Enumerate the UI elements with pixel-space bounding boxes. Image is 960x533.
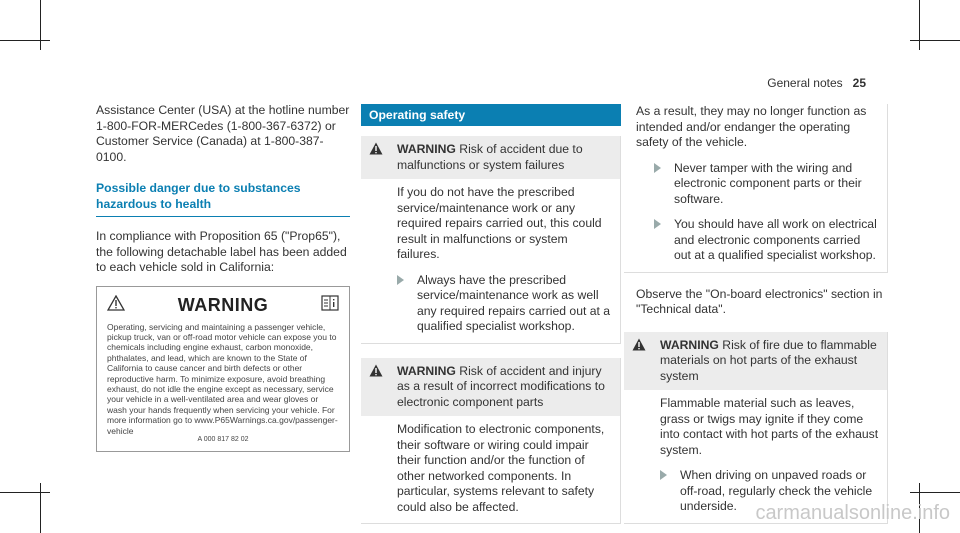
page-number: 25 <box>852 76 866 90</box>
heading-rule <box>96 216 350 217</box>
label-body: Operating, servicing and maintaining a passenger vehicle, pickup truck, van or off-road motor vehicle can expose you to chemicals including engine exhaust, carbon monoxide, phthalates, and lead, which are known to the State of California to cause cancer and birth defects or other reproductive harm. To minimize exposure, avoid breathing exhaust, do not idle the engine except as necessary, service your vehicle in a well-ventilated area and wear gloves or wash your hands frequently when servicing your vehicle. For more information go to www.P65Warnings.ca.gov/passenger-vehicle <box>107 321 338 436</box>
column-left <box>96 103 350 452</box>
warning-body-1 <box>361 179 620 343</box>
compliance-paragraph: In compliance with Proposition 65 ("Prop65"), the following detachable label has been added to each vehicle sold in California: <box>96 229 347 274</box>
label-code: A 000 817 82 02 <box>197 435 249 443</box>
danger-heading: Possible danger due to substances hazardous to health <box>96 181 301 211</box>
bullet-text: When driving on unpaved roads or off-road, regularly check the vehicle underside. <box>680 468 873 513</box>
warning-body-2 <box>361 416 620 523</box>
warning-head-text: Risk of accident and injury as a result of incorrect modifications to electronic component parts <box>397 363 605 409</box>
column-right <box>624 104 888 524</box>
arrow-bullet-icon <box>397 275 404 285</box>
continuation-body <box>624 104 887 272</box>
warning-header-1 <box>361 136 620 179</box>
arrow-bullet-icon <box>654 219 661 229</box>
warning-paragraph: Modification to electronic components, their software or wiring could impair their function and/or the function of other networked components. In particular, systems relevant to safety could also be affected. <box>397 422 605 514</box>
label-header <box>107 295 339 316</box>
warning-header-2 <box>361 358 620 417</box>
warning-box-2 <box>361 358 621 525</box>
warning-box-3 <box>624 332 888 524</box>
warning-triangle-icon <box>107 295 125 316</box>
bullet-text: Always have the prescribed service/maintenance work as well any required repairs carried out at a qualified specialist workshop. <box>417 272 611 333</box>
manual-info-icon <box>321 295 339 316</box>
crop-mark <box>910 492 960 493</box>
observe-paragraph: Observe the "On-board electronics" section in "Technical data". <box>636 286 883 316</box>
section-title: Operating safety <box>361 104 621 126</box>
warning-box-1 <box>361 136 621 344</box>
bullet-item <box>397 273 612 335</box>
warning-label: WARNING <box>660 337 719 352</box>
warning-continuation <box>624 104 888 273</box>
crop-mark <box>0 492 50 493</box>
label-title: WARNING <box>177 294 269 315</box>
warning-icon <box>632 338 646 356</box>
bullet-item <box>654 161 879 208</box>
warning-paragraph: Flammable material such as leaves, grass or twigs may ignite if they come into contact with hot parts of the exhaust system. <box>660 396 879 457</box>
warning-head-text: Risk of accident due to malfunctions or system failures <box>397 142 583 172</box>
watermark: carmanualsonline.info <box>755 502 950 524</box>
warning-paragraph: If you do not have the prescribed service/maintenance work or any required repairs carried out, this could result in malfunctions or system failures. <box>397 185 602 261</box>
crop-mark <box>0 40 50 41</box>
crop-mark <box>910 40 960 41</box>
warning-header-3 <box>624 332 887 391</box>
warning-icon <box>369 142 383 160</box>
warning-icon <box>369 364 383 382</box>
bullet-text: Never tamper with the wiring and electronic component parts or their software. <box>674 160 862 206</box>
prop65-label <box>96 286 350 452</box>
crop-mark <box>40 483 41 533</box>
warning-label: WARNING <box>397 142 456 156</box>
continuation-paragraph: As a result, they may no longer function as intended and/or endanger the operating safety of the vehicle. <box>636 104 867 149</box>
intro-paragraph: Assistance Center (USA) at the hotline number 1-800-FOR-MERCedes (1-800-367-6372) or Customer Service (Canada) at 1-800-387-0100. <box>96 103 350 164</box>
page-header <box>767 76 866 90</box>
section-name: General notes <box>767 76 843 90</box>
crop-mark <box>40 0 41 50</box>
arrow-bullet-icon <box>654 163 661 173</box>
warning-label: WARNING <box>397 363 456 378</box>
arrow-bullet-icon <box>660 470 667 480</box>
bullet-item <box>654 217 879 264</box>
crop-mark <box>919 0 920 50</box>
column-middle <box>361 104 621 524</box>
warning-head-text: Risk of fire due to flammable materials on hot parts of the exhaust system <box>660 337 877 383</box>
bullet-text: You should have all work on electrical and electronic components carried out at a qualified specialist workshop. <box>674 217 877 262</box>
